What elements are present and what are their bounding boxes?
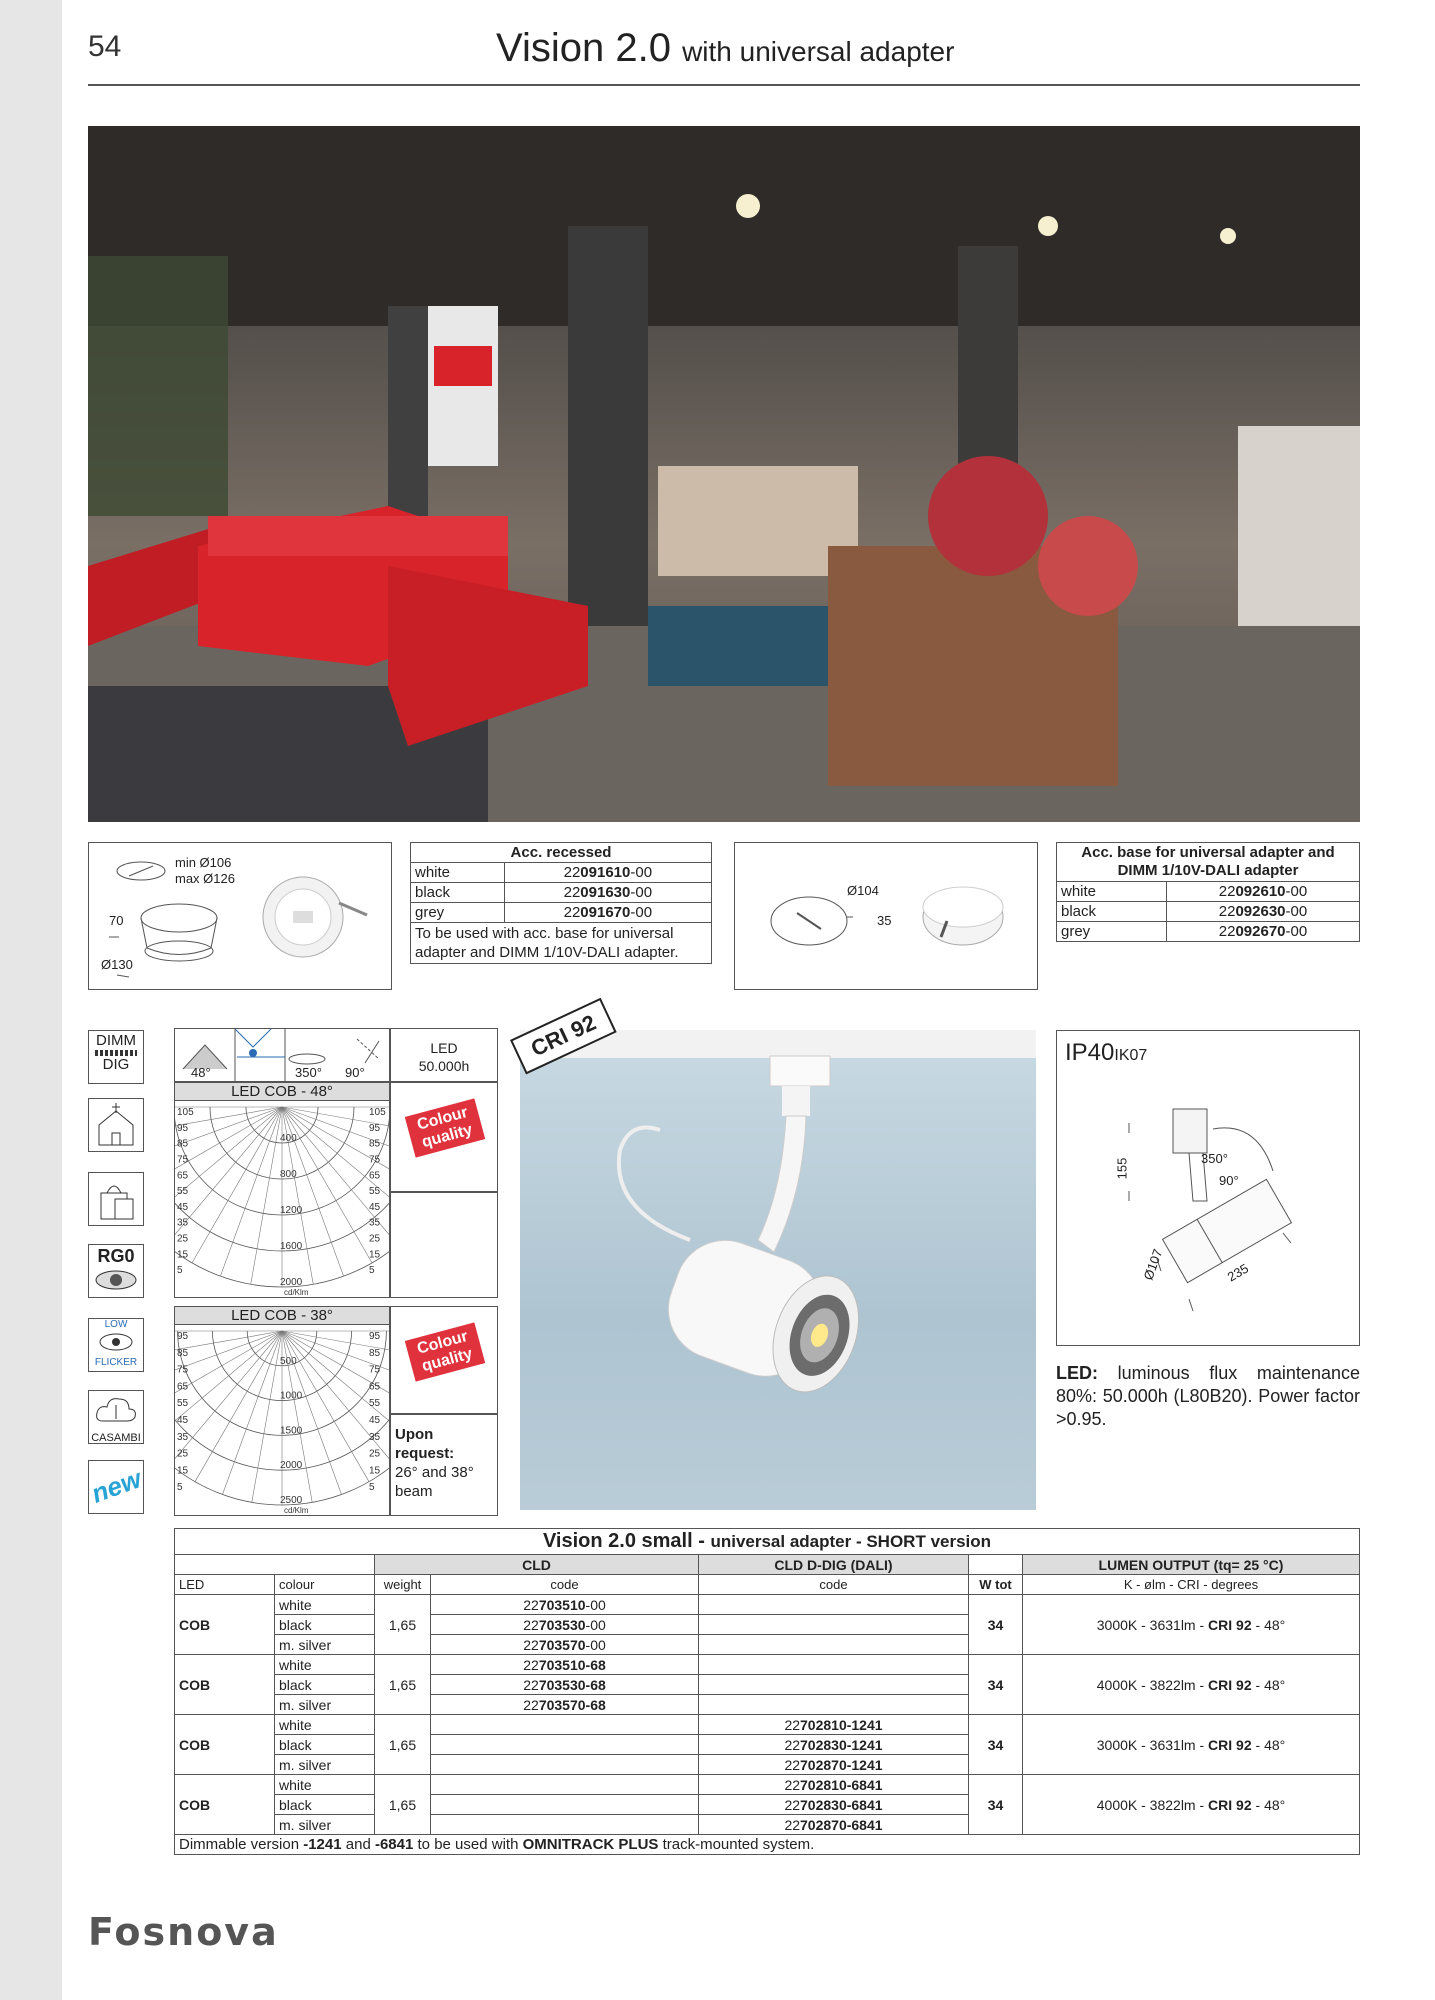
angle-label: 65 — [177, 1170, 189, 1182]
base-height: 35 — [877, 913, 892, 928]
recessed-height: 70 — [109, 913, 124, 928]
ring-label: 1600 — [280, 1241, 303, 1252]
base-accessory-drawing — [734, 842, 1038, 990]
ring-label: 1000 — [280, 1390, 303, 1402]
base-diameter: Ø104 — [847, 883, 879, 898]
cri-badge: CRI 92 — [510, 998, 617, 1075]
angle-label: 65 — [369, 1170, 381, 1182]
angle-label: 95 — [369, 1331, 381, 1342]
angle-label: 15 — [369, 1249, 381, 1261]
angle-label: 65 — [177, 1381, 189, 1393]
church-icon — [88, 1098, 144, 1152]
angle-label: 25 — [369, 1233, 381, 1245]
ring-label: 2000 — [280, 1277, 303, 1288]
beam-angle: 48° — [191, 1065, 211, 1080]
dimm-dig-icon: DIMM DIG — [88, 1030, 144, 1084]
polar-diagram-48 — [174, 1082, 390, 1298]
table-row: COB white 1,65 22703510-68 34 4000K - 3822lm - CRI 92 - 48° — [175, 1655, 1360, 1675]
angle-label: 75 — [369, 1154, 381, 1166]
ring-label: 1200 — [280, 1205, 303, 1216]
angle-label: 85 — [177, 1138, 189, 1150]
fosnova-logo: Fosnova — [88, 1910, 279, 1954]
angle-label: 85 — [369, 1138, 381, 1150]
angle-label: 55 — [369, 1398, 381, 1410]
shopping-bag-icon — [88, 1172, 144, 1226]
ring-label: 400 — [280, 1133, 297, 1144]
led-life-box: LED 50.000h — [390, 1028, 498, 1082]
angle-label: 105 — [369, 1107, 386, 1118]
angle-label: 65 — [369, 1381, 381, 1393]
table-row: black 22091630-00 — [411, 883, 712, 903]
acc-base-title: Acc. base for universal adapter and DIMM 1/10V-DALI adapter — [1057, 843, 1360, 882]
showroom-photo — [88, 126, 1360, 822]
table-row: grey 22091670-00 — [411, 903, 712, 923]
angle-label: 95 — [177, 1122, 189, 1134]
angle-label: 75 — [369, 1364, 381, 1376]
table-row: black 22703530-68 — [175, 1675, 1360, 1695]
led-info: LED: luminous flux maintenance 80%: 50.000h (L80B20). Power factor >0.95. — [1056, 1363, 1360, 1429]
angle-label: 25 — [177, 1233, 189, 1245]
angle-label: 95 — [177, 1331, 189, 1342]
angle-label: 15 — [369, 1465, 381, 1477]
colour-quality-badge: Colour quality — [405, 1322, 485, 1381]
product-image — [520, 1030, 1036, 1510]
dim-rotation: 350° — [1201, 1151, 1228, 1166]
page-number: 54 — [88, 30, 122, 63]
ring-label: 800 — [280, 1169, 297, 1180]
table-row: m. silver 22703570-68 — [175, 1695, 1360, 1715]
product-table: Vision 2.0 small - universal adapter - SHORT version CLD CLD D-DIG (DALI) LUMEN OUTPUT (tq= 25 °C) LED colour weight code code W tot K - ølm - CRI - degrees COB white 1,65 22703510-00 34 3000K - 3631lm - CRI 92 - 48° black 22703530-00 m. silver 22703570-00 COB white 1,65 22703510-68 34 4000K - 3822lm - CRI 92 - 48° black 22703530-68 m. silver 22703570-68 COB white 1,65 22702810-1241 34 3000K - 3631lm - CRI 92 - 48° black 22702830-1241 m. silver 22702870-1241 COB white 1,65 22702810-6841 34 4000K - 3822lm - CRI 92 - 48° black 22702830-6841 m. silver 22702870-6841 Dimmable version -1241 and -6841 to be used with OMNITRACK PLUS track-mounted system. — [174, 1528, 1360, 1855]
acc-recessed-note: To be used with acc. base for universal adapter and DIMM 1/10V-DALI adapter. — [411, 923, 712, 964]
group-cld-dig: CLD D-DIG (DALI) — [699, 1555, 969, 1575]
rg0-eye-icon: RG0 — [88, 1244, 144, 1298]
table-row: black 22703530-00 — [175, 1615, 1360, 1635]
table-row: COB white 1,65 22702810-6841 34 4000K - 3822lm - CRI 92 - 48° — [175, 1775, 1360, 1795]
table-row: COB white 1,65 22703510-00 34 3000K - 3631lm - CRI 92 - 48° — [175, 1595, 1360, 1615]
angle-label: 35 — [369, 1431, 381, 1443]
table-footer: Dimmable version -1241 and -6841 to be used with OMNITRACK PLUS track-mounted system. — [175, 1835, 1360, 1855]
table-row: white 22092610-00 — [1057, 882, 1360, 902]
diagram-48-title: LED COB - 48° — [175, 1083, 389, 1101]
colour-quality-box-38 — [390, 1306, 498, 1414]
group-cld: CLD — [375, 1555, 699, 1575]
tilt-angle: 90° — [345, 1065, 365, 1080]
max-diameter: max Ø126 — [175, 871, 235, 886]
table-row: m. silver 22702870-1241 — [175, 1755, 1360, 1775]
ring-label: 1500 — [280, 1425, 303, 1437]
upon-request-box: Upon request: 26° and 38° beam — [390, 1414, 498, 1516]
new-badge: new — [88, 1460, 144, 1514]
angle-label: 35 — [369, 1217, 381, 1229]
page-title: Vision 2.0 with universal adapter — [496, 26, 955, 70]
page-margin-strip — [0, 0, 62, 2000]
colour-quality-badge: Colour quality — [405, 1098, 485, 1157]
recessed-diameter: Ø130 — [101, 957, 133, 972]
acc-recessed-title: Acc. recessed — [411, 843, 712, 863]
ring-label: 2500 — [280, 1495, 303, 1506]
ring-label: 500 — [280, 1355, 297, 1367]
acc-base-table — [1056, 842, 1360, 942]
angle-label: 45 — [369, 1201, 381, 1213]
angle-label: 25 — [177, 1448, 189, 1460]
angle-label: 5 — [177, 1265, 183, 1277]
group-lumen: LUMEN OUTPUT (tq= 25 °C) — [1023, 1555, 1360, 1575]
ip-dimensions-box — [1056, 1030, 1360, 1346]
ip-rating: IP40IK07 — [1065, 1039, 1148, 1066]
table-row: black 22702830-1241 — [175, 1735, 1360, 1755]
angle-label: 55 — [177, 1398, 189, 1410]
table-title: Vision 2.0 small - universal adapter - SHORT version — [175, 1529, 1360, 1555]
angle-label: 5 — [177, 1482, 183, 1494]
recessed-accessory-drawing — [88, 842, 392, 990]
angle-label: 85 — [177, 1347, 189, 1359]
angle-label: 85 — [369, 1347, 381, 1359]
colour-quality-box-48 — [390, 1082, 498, 1192]
angle-label: 35 — [177, 1217, 189, 1229]
table-row: m. silver 22703570-00 — [175, 1635, 1360, 1655]
casambi-icon: CASAMBI — [88, 1390, 144, 1444]
angle-label: 95 — [369, 1122, 381, 1134]
table-row: COB white 1,65 22702810-1241 34 3000K - 3631lm - CRI 92 - 48° — [175, 1715, 1360, 1735]
angle-label: 25 — [369, 1448, 381, 1460]
table-row: black 22092630-00 — [1057, 902, 1360, 922]
angle-label: 35 — [177, 1431, 189, 1443]
dim-length: 235 — [1224, 1260, 1251, 1285]
angle-label: 55 — [369, 1186, 381, 1198]
unit-label: cd/Klm — [284, 1288, 309, 1297]
angle-label: 5 — [369, 1482, 375, 1494]
min-diameter: min Ø106 — [175, 855, 232, 870]
angle-label: 75 — [177, 1364, 189, 1376]
table-row: black 22702830-6841 — [175, 1795, 1360, 1815]
table-row: m. silver 22702870-6841 — [175, 1815, 1360, 1835]
diagram-38-title: LED COB - 38° — [175, 1307, 389, 1325]
dim-diameter: Ø107 — [1140, 1246, 1166, 1283]
angle-label: 45 — [177, 1415, 189, 1426]
rotation-angle: 350° — [295, 1065, 322, 1080]
angle-label: 75 — [177, 1154, 189, 1166]
angle-label: 45 — [177, 1201, 189, 1213]
header-divider — [88, 84, 1360, 86]
acc-recessed-table — [410, 842, 712, 964]
angle-label: 105 — [177, 1107, 194, 1118]
table-row: grey 22092670-00 — [1057, 922, 1360, 942]
empty-cell-48 — [390, 1192, 498, 1298]
angle-label: 45 — [369, 1415, 381, 1426]
polar-diagram-38 — [174, 1306, 390, 1516]
beam-angles-box — [174, 1028, 390, 1082]
ring-label: 2000 — [280, 1460, 303, 1472]
table-row: white 22091610-00 — [411, 863, 712, 883]
angle-label: 15 — [177, 1249, 189, 1261]
angle-label: 5 — [369, 1265, 375, 1277]
angle-label: 55 — [177, 1186, 189, 1198]
angle-label: 15 — [177, 1465, 189, 1477]
dim-tilt: 90° — [1219, 1173, 1239, 1188]
low-flicker-icon: LOW FLICKER — [88, 1318, 144, 1372]
dim-height: 155 — [1114, 1157, 1130, 1180]
unit-label: cd/Klm — [284, 1506, 309, 1515]
